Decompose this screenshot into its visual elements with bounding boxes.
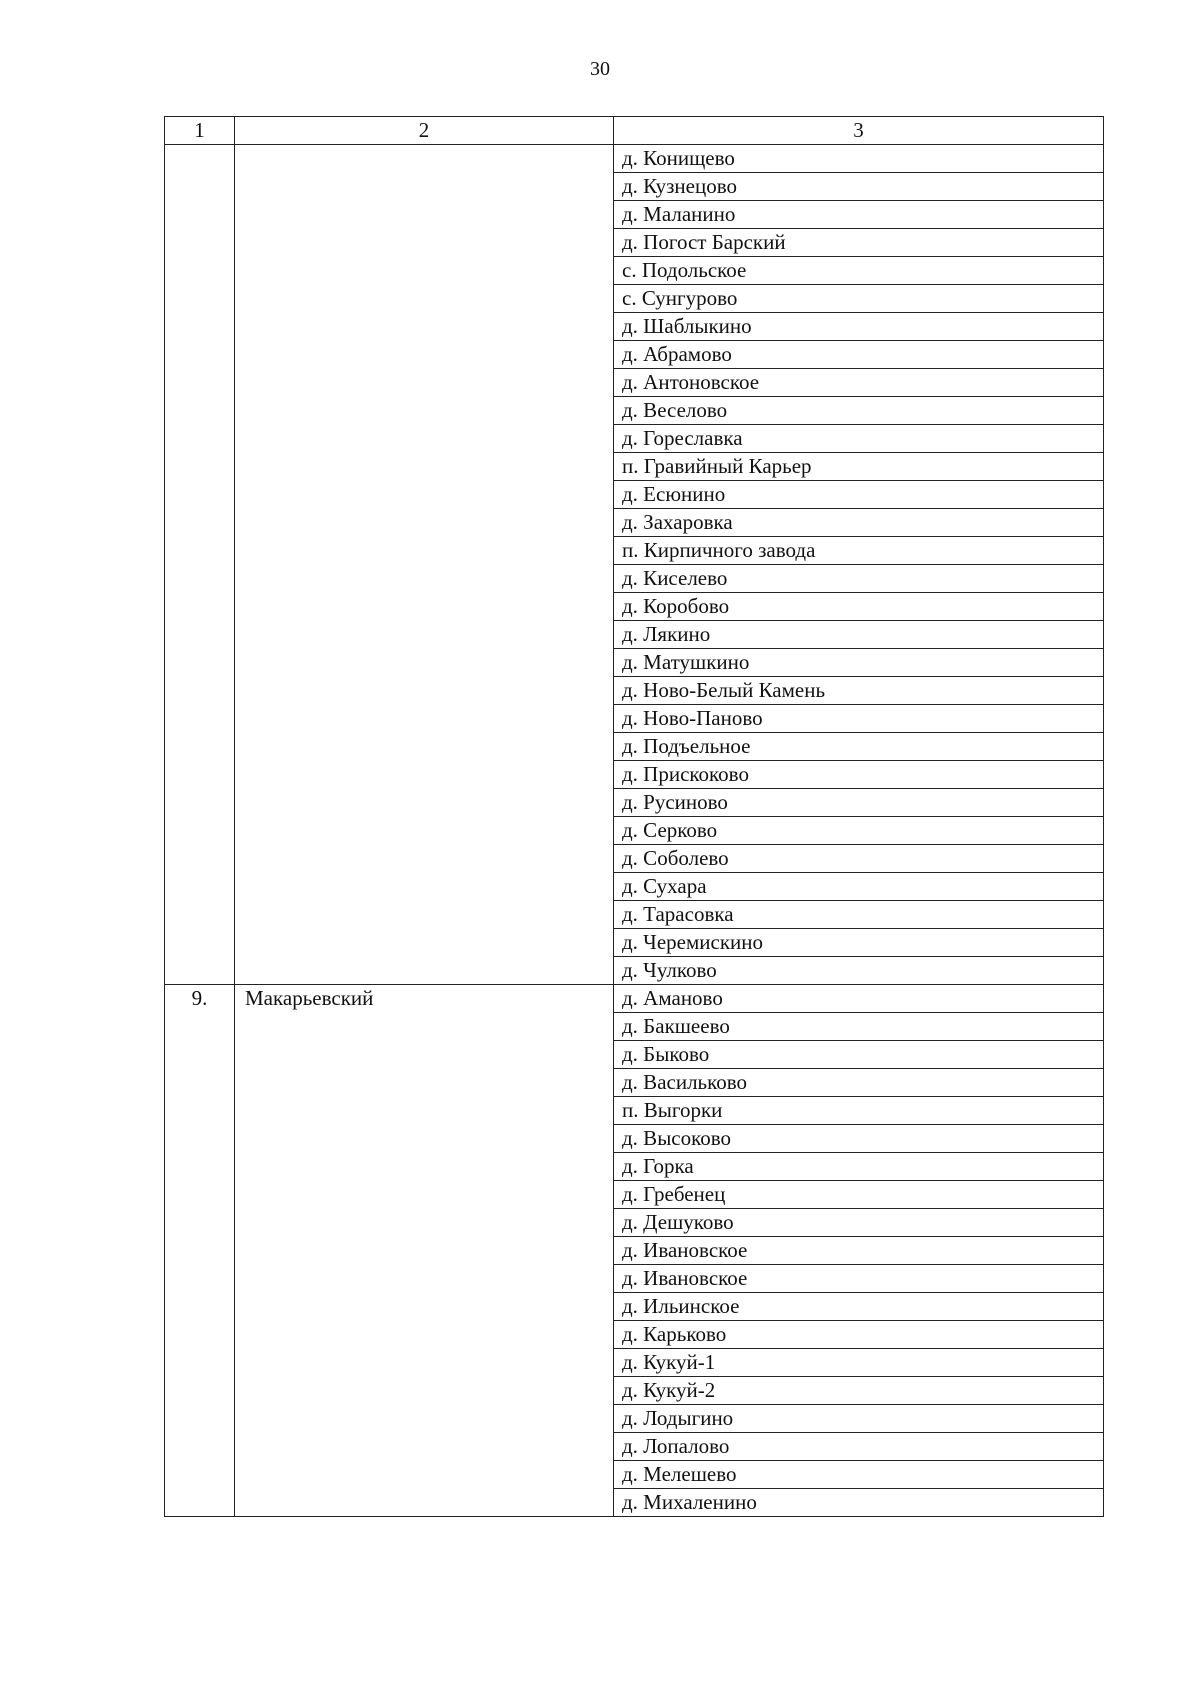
- settlement-cell: д. Соболево: [614, 845, 1104, 873]
- row-number-cell: [165, 145, 235, 985]
- settlement-cell: д. Киселево: [614, 565, 1104, 593]
- settlement-cell: д. Подъельное: [614, 733, 1104, 761]
- settlement-cell: д. Карьково: [614, 1321, 1104, 1349]
- settlement-cell: д. Кукуй-1: [614, 1349, 1104, 1377]
- settlement-cell: д. Коробово: [614, 593, 1104, 621]
- settlement-cell: с. Сунгурово: [614, 285, 1104, 313]
- settlement-cell: д. Русиново: [614, 789, 1104, 817]
- settlement-cell: с. Подольское: [614, 257, 1104, 285]
- header-col-2: 2: [235, 117, 614, 145]
- settlement-cell: д. Черемискино: [614, 929, 1104, 957]
- settlement-cell: д. Ивановское: [614, 1237, 1104, 1265]
- settlement-cell: д. Высоково: [614, 1125, 1104, 1153]
- settlement-cell: д. Бакшеево: [614, 1013, 1104, 1041]
- settlement-cell: д. Васильково: [614, 1069, 1104, 1097]
- settlement-cell: д. Дешуково: [614, 1209, 1104, 1237]
- settlement-cell: д. Прискоково: [614, 761, 1104, 789]
- settlement-cell: д. Веселово: [614, 397, 1104, 425]
- settlement-cell: д. Мелешево: [614, 1461, 1104, 1489]
- settlement-cell: д. Шаблыкино: [614, 313, 1104, 341]
- table-row: [165, 145, 1104, 173]
- settlement-cell: д. Ново-Паново: [614, 705, 1104, 733]
- settlement-cell: д. Быково: [614, 1041, 1104, 1069]
- settlement-cell: д. Кузнецово: [614, 173, 1104, 201]
- settlement-cell: д. Маланино: [614, 201, 1104, 229]
- settlement-cell: д. Кукуй-2: [614, 1377, 1104, 1405]
- settlement-cell: п. Гравийный Карьер: [614, 453, 1104, 481]
- settlement-cell: д. Лякино: [614, 621, 1104, 649]
- settlement-cell: д. Захаровка: [614, 509, 1104, 537]
- settlement-cell: д. Есюнино: [614, 481, 1104, 509]
- settlement-cell: д. Матушкино: [614, 649, 1104, 677]
- table-row: [165, 985, 1104, 1013]
- header-row: [165, 117, 1104, 145]
- settlement-cell: п. Кирпичного завода: [614, 537, 1104, 565]
- row-number-cell: 9.: [165, 985, 235, 1517]
- settlement-cell: п. Выгорки: [614, 1097, 1104, 1125]
- table-header: [165, 117, 1104, 145]
- district-cell: [235, 145, 614, 985]
- settlement-cell: д. Ивановское: [614, 1265, 1104, 1293]
- settlement-cell: д. Погост Барский: [614, 229, 1104, 257]
- settlement-cell: д. Серково: [614, 817, 1104, 845]
- settlement-cell: д. Лопалово: [614, 1433, 1104, 1461]
- settlement-cell: д. Сухара: [614, 873, 1104, 901]
- settlement-cell: д. Горка: [614, 1153, 1104, 1181]
- settlement-cell: д. Ильинское: [614, 1293, 1104, 1321]
- settlement-cell: д. Гребенец: [614, 1181, 1104, 1209]
- settlement-cell: д. Чулково: [614, 957, 1104, 985]
- settlement-cell: д. Ново-Белый Камень: [614, 677, 1104, 705]
- settlement-cell: д. Гореславка: [614, 425, 1104, 453]
- settlement-cell: д. Антоновское: [614, 369, 1104, 397]
- table-body: [165, 145, 1104, 1517]
- district-cell: Макарьевский: [235, 985, 614, 1517]
- settlement-cell: д. Тарасовка: [614, 901, 1104, 929]
- settlement-cell: д. Конищево: [614, 145, 1104, 173]
- settlement-cell: д. Абрамово: [614, 341, 1104, 369]
- settlement-cell: д. Аманово: [614, 985, 1104, 1013]
- settlements-table: [164, 116, 1104, 1517]
- settlement-cell: д. Лодыгино: [614, 1405, 1104, 1433]
- header-col-3: 3: [614, 117, 1104, 145]
- page-number: 30: [590, 58, 610, 80]
- header-col-1: 1: [165, 117, 235, 145]
- settlement-cell: д. Михаленино: [614, 1489, 1104, 1517]
